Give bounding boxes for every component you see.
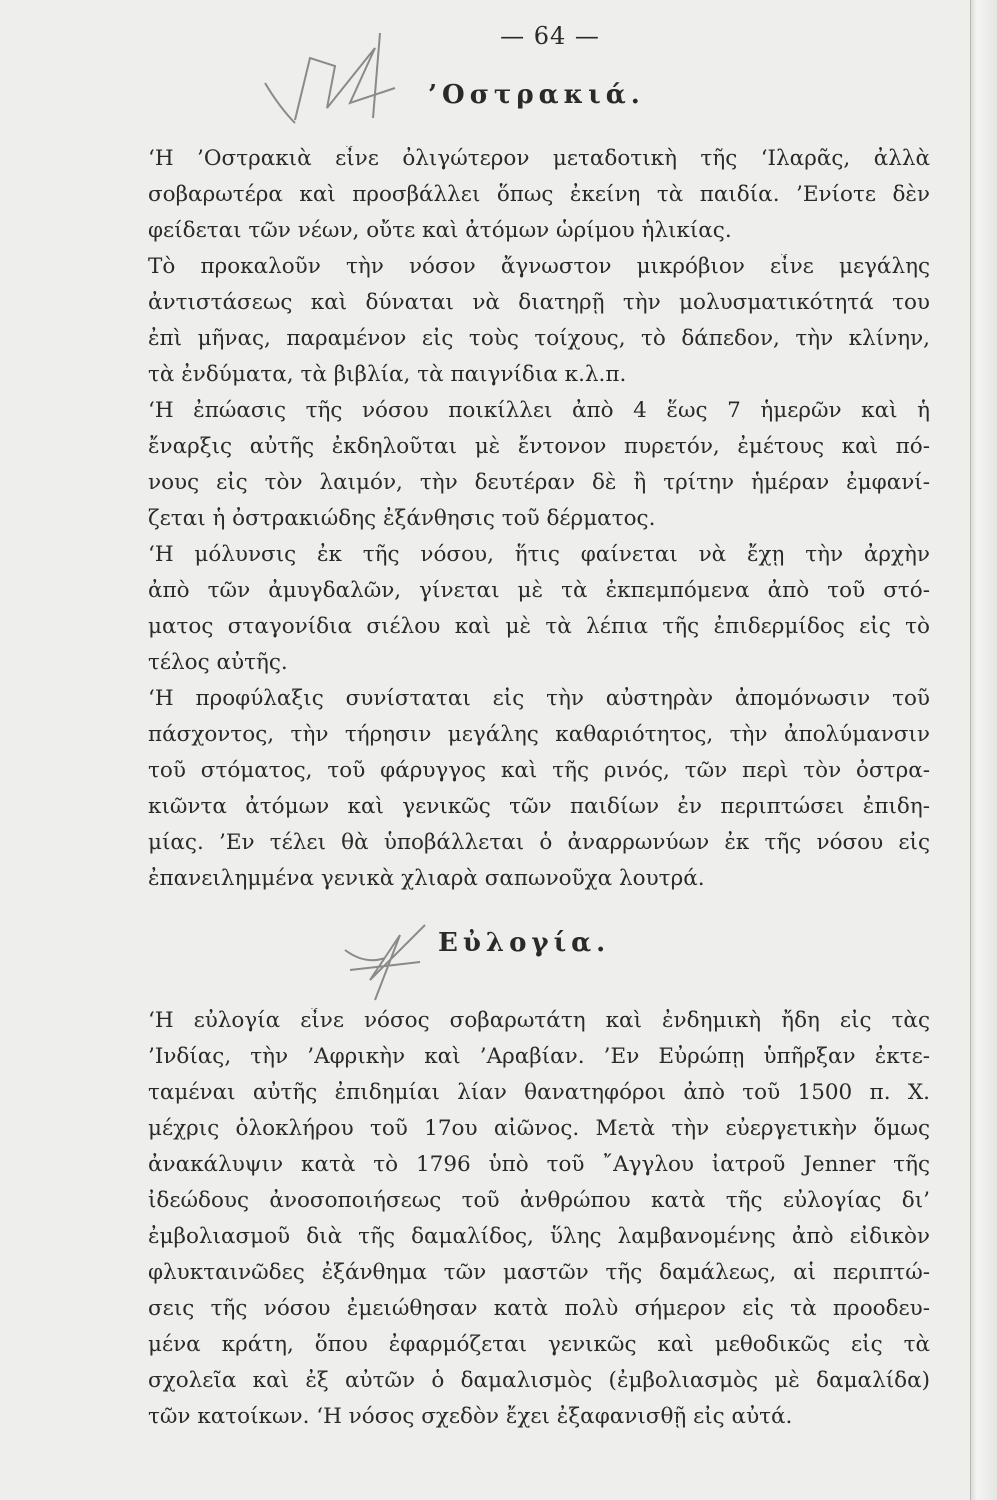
text-line: ἔναρξις αὐτῆς ἐκδηλοῦται μὲ ἔντονον πυρετόν, ἐμέτους καὶ πό-: [148, 434, 930, 459]
text-line: τῶν κατοίκων. ‘Η νόσος σχεδὸν ἔχει ἐξαφανισθῇ εἰς αὐτά.: [148, 1404, 793, 1429]
text-line: φείδεται τῶν νέων, οὔτε καὶ ἀτόμων ὡρίμου ἡλικίας.: [148, 218, 732, 243]
text-line: ‘Η μόλυνσις ἐκ τῆς νόσου, ἥτις φαίνεται νὰ ἔχῃ τὴν ἀρχὴν: [148, 542, 930, 567]
text-line: σεις τῆς νόσου ἐμειώθησαν κατὰ πολὺ σήμερον εἰς τὰ προοδευ-: [148, 1296, 930, 1321]
text-line: ‘Η εὐλογία εἶνε νόσος σοβαρωτάτη καὶ ἐνδημικὴ ἤδη εἰς τὰς: [148, 1008, 930, 1033]
text-line: νους εἰς τὸν λαιμόν, τὴν δευτέραν δὲ ἢ τρίτην ἡμέραν ἐμφανί-: [148, 470, 930, 495]
text-line: ζεται ἡ ὀστρακιώδης ἐξάνθησις τοῦ δέρματος.: [148, 506, 656, 531]
text-line: ‘Η ’Οστρακιὰ εἶνε ὀλιγώτερον μεταδοτικὴ τῆς ‘Ιλαρᾶς, ἀλλὰ: [148, 146, 930, 171]
text-line: Τὸ προκαλοῦν τὴν νόσον ἄγνωστον μικρόβιον εἶνε μεγάλης: [148, 254, 930, 279]
pencil-mark-middle: [330, 910, 440, 1005]
text-line: φλυκταινῶδες ἐξάνθημα τῶν μαστῶν τῆς δαμάλεως, αἱ περιπτώ-: [148, 1260, 930, 1285]
text-line: πάσχοντος, τὴν τήρησιν μεγάλης καθαριότητος, τὴν ἀπολύμανσιν: [148, 722, 930, 747]
pencil-mark-top: [255, 28, 425, 128]
text-line: τὰ ἐνδύματα, τὰ βιβλία, τὰ παιγνίδια κ.λ.π.: [148, 362, 627, 387]
section-heading-scarlet-fever: ’Οστρακιά.: [428, 80, 645, 110]
text-line: τέλος αὐτῆς.: [148, 650, 288, 675]
text-line: σοβαρωτέρα καὶ προσβάλλει ὅπως ἐκείνη τὰ παιδία. ’Ενίοτε δὲν: [148, 182, 930, 207]
text-line: σχολεῖα καὶ ἐξ αὐτῶν ὁ δαμαλισμὸς (ἐμβολιασμὸς μὲ δαμαλίδα): [148, 1368, 930, 1393]
text-line: ἐπὶ μῆνας, παραμένον εἰς τοὺς τοίχους, τὸ δάπεδον, τὴν κλίνην,: [148, 326, 930, 351]
text-line: ἐπανειλημμένα γενικὰ χλιαρὰ σαπωνοῦχα λουτρά.: [148, 866, 705, 891]
text-line: ταμέναι αὐτῆς ἐπιδημίαι λίαν θανατηφόροι ἀπὸ τοῦ 1500 π. Χ.: [148, 1080, 930, 1105]
text-line: ‘Η ἐπώασις τῆς νόσου ποικίλλει ἀπὸ 4 ἕως 7 ἡμερῶν καὶ ἡ: [148, 398, 930, 423]
text-line: ἀπὸ τῶν ἀμυγδαλῶν, γίνεται μὲ τὰ ἐκπεμπόμενα ἀπὸ τοῦ στό-: [148, 578, 930, 603]
text-line: ’Ινδίας, τὴν ’Αφρικὴν καὶ ’Αραβίαν. ’Εν Εὐρώπῃ ὑπῆρξαν ἐκτε-: [148, 1044, 930, 1069]
text-line: τοῦ στόματος, τοῦ φάρυγγος καὶ τῆς ρινός, τῶν περὶ τὸν ὀστρα-: [148, 758, 930, 783]
text-line: ἰδεώδους ἀνοσοποιήσεως τοῦ ἀνθρώπου κατὰ τῆς εὐλογίας δι’: [148, 1188, 930, 1213]
section-heading-smallpox: Εὐλογία.: [438, 928, 611, 958]
text-line: ‘Η προφύλαξις συνίσταται εἰς τὴν αὐστηρὰν ἀπομόνωσιν τοῦ: [148, 686, 930, 711]
text-line: ἀνακάλυψιν κατὰ τὸ 1796 ὑπὸ τοῦ ῎Αγγλου ἰατροῦ Jenner τῆς: [148, 1152, 930, 1177]
text-line: μέχρις ὁλοκλήρου τοῦ 17ου αἰῶνος. Μετὰ τὴν εὐεργετικὴν ὅμως: [148, 1116, 930, 1141]
text-line: ἀντιστάσεως καὶ δύναται νὰ διατηρῇ τὴν μολυσματικότητά του: [148, 290, 930, 315]
page-number: — 64 —: [500, 22, 600, 50]
text-line: ἐμβολιασμοῦ διὰ τῆς δαμαλίδος, ὕλης λαμβανομένης ἀπὸ εἰδικὸν: [148, 1224, 930, 1249]
text-line: μίας. ’Εν τέλει θὰ ὑποβάλλεται ὁ ἀναρρωνύων ἐκ τῆς νόσου εἰς: [148, 830, 930, 855]
text-line: μένα κράτη, ὅπου ἐφαρμόζεται γενικῶς καὶ μεθοδικῶς εἰς τὰ: [148, 1332, 930, 1357]
text-line: κιῶντα ἀτόμων καὶ γενικῶς τῶν παιδίων ἐν περιπτώσει ἐπιδη-: [148, 794, 930, 819]
adjacent-page-edge: [970, 0, 997, 1500]
text-line: ματος σταγονίδια σιέλου καὶ μὲ τὰ λέπια τῆς ἐπιδερμίδος εἰς τὸ: [148, 614, 930, 639]
